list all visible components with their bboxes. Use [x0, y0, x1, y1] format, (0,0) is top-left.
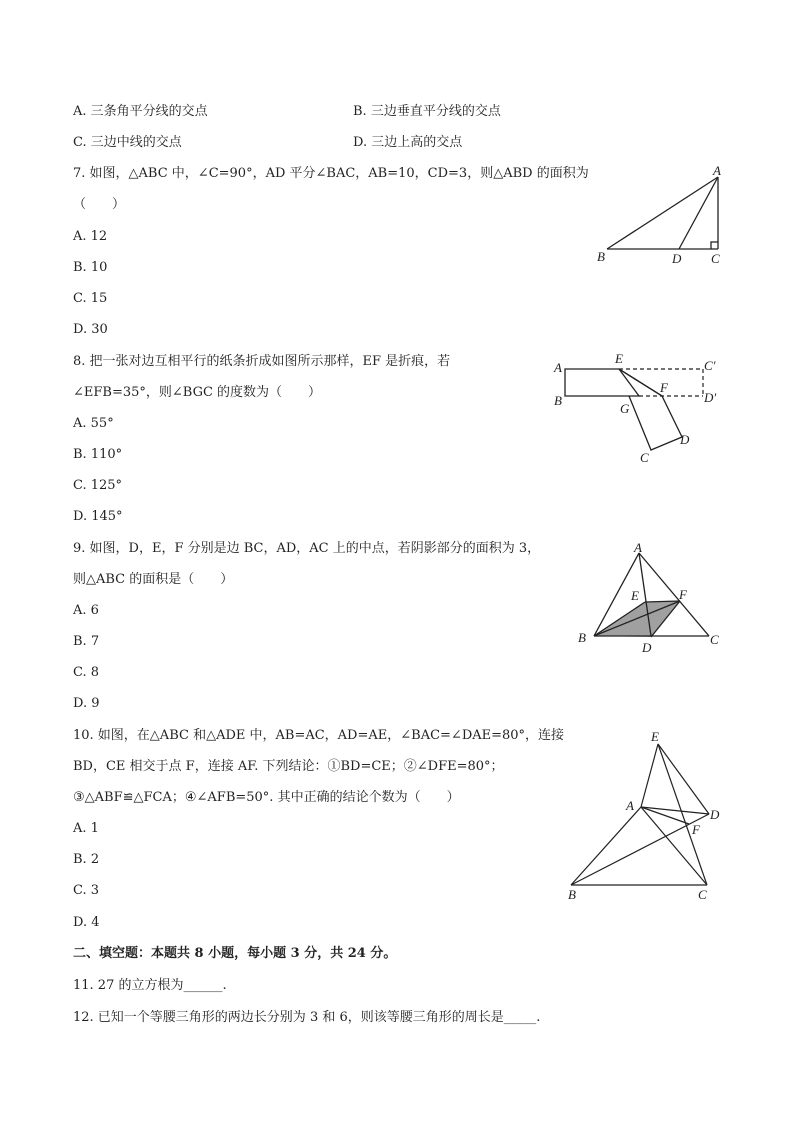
q7-option-a: A. 12 — [73, 229, 108, 244]
q7-label-d: D — [672, 251, 682, 266]
q9-figure — [570, 540, 730, 664]
q7-segment-ad — [679, 177, 718, 249]
q10-label-f: F — [692, 822, 700, 837]
q6-option-c: C. 三边中线的交点 — [73, 135, 182, 150]
q9-label-c: C — [710, 632, 719, 647]
q10-label-c: C — [698, 887, 707, 902]
q9-label-f: F — [679, 587, 687, 602]
q8-label-b: B — [554, 393, 562, 408]
q8-label-f: F — [660, 380, 668, 395]
q7-option-b: B. 10 — [73, 260, 108, 275]
q8-label-c-prime: C′ — [704, 358, 716, 373]
q10-label-d: D — [710, 807, 720, 822]
q7-side-ab — [607, 177, 718, 249]
q9-option-a: A. 6 — [73, 603, 99, 618]
q10-side-ae — [641, 744, 658, 807]
q10-segment-ce — [658, 744, 707, 885]
q9-label-b: B — [578, 630, 586, 645]
q10-side-ab — [571, 807, 641, 885]
q8-label-d: D — [680, 432, 690, 447]
q9-stem-line1: 9. 如图，D，E，F 分别是边 BC，AD，AC 上的中点，若阴影部分的面积为 3， — [73, 541, 541, 556]
q6-option-a: A. 三条角平分线的交点 — [73, 104, 208, 119]
q8-option-c: C. 125° — [73, 478, 123, 493]
q8-option-b: B. 110° — [73, 447, 123, 462]
q6-option-d: D. 三边上高的交点 — [353, 135, 463, 150]
q10-option-a: A. 1 — [73, 821, 99, 836]
q7-right-angle-mark — [711, 242, 718, 249]
q10-figure — [555, 725, 735, 914]
q9-label-a: A — [634, 540, 642, 555]
q11-stem: 11. 27 的立方根为______. — [73, 978, 227, 993]
q10-option-d: D. 4 — [73, 915, 100, 930]
q9-option-c: C. 8 — [73, 665, 100, 680]
q7-figure — [590, 160, 730, 274]
q10-side-ed — [658, 744, 709, 814]
q10-label-b: B — [568, 887, 576, 902]
q10-option-c: C. 3 — [73, 883, 100, 898]
q10-label-e: E — [651, 729, 659, 744]
q7-label-c: C — [711, 251, 720, 266]
q8-stem-line2: ∠EFB=35°，则∠BGC 的度数为（ ） — [73, 385, 322, 400]
q10-stem-line3: ③△ABF≌△FCA；④∠AFB=50°. 其中正确的结论个数为（ ） — [73, 790, 460, 805]
q7-label-b: B — [597, 249, 605, 264]
q6-option-b: B. 三边垂直平分线的交点 — [353, 104, 501, 119]
q10-segment-bd — [571, 814, 709, 885]
q8-label-a: A — [554, 360, 562, 375]
q9-label-d: D — [642, 640, 652, 655]
q10-stem-line2: BD，CE 相交于点 F，连接 AF. 下列结论：①BD=CE；②∠DFE=80°； — [73, 759, 504, 774]
section-2-heading: 二、填空题：本题共 8 小题，每小题 3 分，共 24 分。 — [73, 946, 397, 961]
q8-label-e: E — [615, 351, 623, 366]
q7-label-a: A — [713, 163, 721, 178]
q8-option-a: A. 55° — [73, 416, 114, 431]
q7-stem: 7. 如图，△ABC 中，∠C=90°，AD 平分∠BAC，AB=10，CD=3，则△ABD 的面积为 — [73, 166, 589, 181]
q10-stem-line1: 10. 如图，在△ABC 和△ADE 中，AB=AC，AD=AE，∠BAC=∠DAE=80°，连接 — [73, 728, 565, 743]
q8-fold-line-ef — [619, 369, 662, 396]
q8-label-g: G — [620, 401, 630, 416]
q10-option-b: B. 2 — [73, 852, 100, 867]
q8-option-d: D. 145° — [73, 509, 123, 524]
q9-option-b: B. 7 — [73, 634, 100, 649]
q9-option-d: D. 9 — [73, 696, 100, 711]
q9-stem-line2: 则△ABC 的面积是（ ） — [73, 572, 234, 587]
q8-label-c: C — [640, 450, 649, 465]
q8-strip-left — [565, 369, 639, 396]
q8-label-d-prime: D′ — [704, 390, 717, 405]
q9-label-e: E — [631, 588, 639, 603]
q8-figure — [545, 350, 735, 474]
q7-option-c: C. 15 — [73, 291, 108, 306]
q7-paren: （ ） — [73, 197, 126, 212]
q7-option-d: D. 30 — [73, 322, 108, 337]
q12-stem: 12. 已知一个等腰三角形的两边长分别为 3 和 6，则该等腰三角形的周长是_____. — [73, 1010, 541, 1025]
q8-stem-line1: 8. 把一张对边互相平行的纸条折成如图所示那样，EF 是折痕，若 — [73, 354, 451, 369]
q10-label-a: A — [626, 798, 634, 813]
